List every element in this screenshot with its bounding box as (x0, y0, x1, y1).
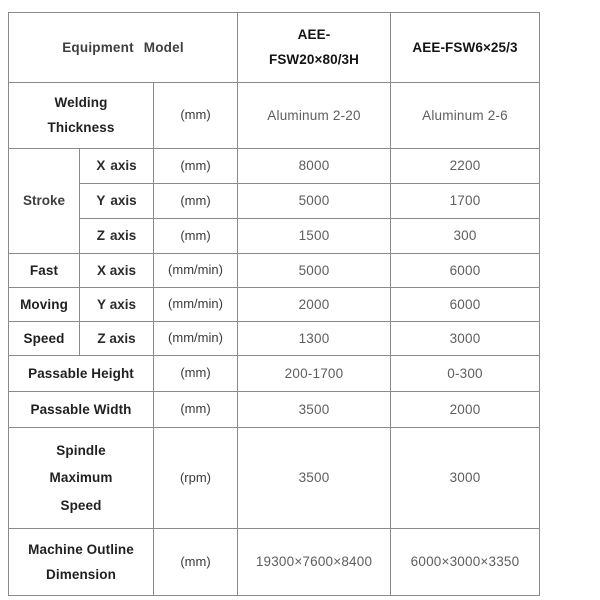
cell-stroke-x-model1: 8000 (238, 149, 391, 184)
table-row (9, 356, 540, 392)
stroke-y-letter: Y (96, 193, 106, 209)
row-label-welding-thickness (9, 83, 154, 149)
cell-fast-y-model2: 6000 (391, 288, 540, 322)
equipment-specification-table (8, 12, 540, 596)
table-row (9, 254, 540, 288)
cell-passable-width-model1: 3500 (238, 392, 391, 428)
row-unit-stroke-z-axis: (mm) (154, 219, 238, 254)
row-group-label-stroke: Stroke (9, 149, 80, 254)
welding-thickness-line2: Thickness (47, 120, 115, 135)
row-unit-passable-width: (mm) (154, 392, 238, 428)
row-label-passable-height: Passable Height (9, 356, 154, 392)
cell-fast-x-model2: 6000 (391, 254, 540, 288)
spindle-line3: Speed (60, 497, 102, 513)
cell-fast-z-model2: 3000 (391, 322, 540, 356)
spindle-line1: Spindle (56, 442, 106, 458)
cell-machine-outline-model1: 19300×7600×8400 (238, 529, 391, 596)
machine-outline-line2: Dimension (46, 566, 116, 582)
stroke-z-letter: Z (96, 228, 105, 244)
header-model-label: Model (143, 39, 184, 55)
row-group-label-speed: Speed (9, 322, 80, 356)
header-equipment-label: Equipment (62, 39, 134, 55)
cell-stroke-y-model2: 1700 (391, 184, 540, 219)
cell-spindle-model2: 3000 (391, 428, 540, 529)
spindle-line2: Maximum (49, 470, 113, 486)
table-row (9, 322, 540, 356)
header-equipment-model (9, 13, 238, 83)
table-row (9, 288, 540, 322)
row-label-fast-y-axis (80, 288, 154, 322)
table-row (9, 184, 540, 219)
cell-passable-width-model2: 2000 (391, 392, 540, 428)
cell-fast-z-model1: 1300 (238, 322, 391, 356)
stroke-z-word: axis (109, 228, 137, 244)
cell-stroke-z-model2: 300 (391, 219, 540, 254)
row-group-label-moving: Moving (9, 288, 80, 322)
row-label-fast-z-axis (80, 322, 154, 356)
welding-thickness-line1: Welding (54, 95, 108, 111)
fast-x-word: axis (109, 262, 137, 278)
fast-x-letter: X (96, 262, 106, 278)
row-label-fast-x-axis (80, 254, 154, 288)
cell-fast-y-model1: 2000 (238, 288, 391, 322)
table-row (9, 392, 540, 428)
header-model-1-line2: FSW20×80/3H (268, 52, 360, 67)
row-unit-fast-y-axis: (mm/min) (154, 288, 238, 322)
row-unit-spindle-maximum-speed: (rpm) (154, 428, 238, 529)
row-unit-stroke-y-axis: (mm) (154, 184, 238, 219)
fast-z-letter: Z (97, 330, 106, 346)
cell-stroke-y-model1: 5000 (238, 184, 391, 219)
row-group-label-fast: Fast (9, 254, 80, 288)
cell-passable-height-model1: 200-1700 (238, 356, 391, 392)
stroke-y-word: axis (110, 193, 137, 209)
row-label-spindle-maximum-speed (9, 428, 154, 529)
fast-y-letter: Y (96, 296, 106, 312)
stroke-x-letter: X (96, 158, 106, 174)
row-label-stroke-y-axis (80, 184, 154, 219)
cell-spindle-model1: 3500 (238, 428, 391, 529)
fast-z-word: axis (109, 330, 136, 346)
cell-fast-x-model1: 5000 (238, 254, 391, 288)
row-unit-welding-thickness: (mm) (154, 83, 238, 149)
row-label-stroke-x-axis (80, 149, 154, 184)
row-unit-stroke-x-axis: (mm) (154, 149, 238, 184)
table-row (9, 83, 540, 149)
cell-stroke-z-model1: 1500 (238, 219, 391, 254)
cell-welding-thickness-model2: Aluminum 2-6 (391, 83, 540, 149)
fast-y-word: axis (109, 296, 137, 312)
row-unit-machine-outline-dimension: (mm) (154, 529, 238, 596)
row-label-machine-outline-dimension (9, 529, 154, 596)
row-unit-fast-z-axis: (mm/min) (154, 322, 238, 356)
table-row (9, 149, 540, 184)
table-row (9, 219, 540, 254)
header-model-1 (238, 13, 391, 83)
row-unit-passable-height: (mm) (154, 356, 238, 392)
cell-passable-height-model2: 0-300 (391, 356, 540, 392)
table-row (9, 529, 540, 596)
machine-outline-line1: Machine Outline (28, 541, 134, 557)
header-model-2: AEE-FSW6×25/3 (391, 13, 540, 83)
table-header-row (9, 13, 540, 83)
stroke-x-word: axis (110, 158, 137, 174)
row-unit-fast-x-axis: (mm/min) (154, 254, 238, 288)
cell-welding-thickness-model1: Aluminum 2-20 (238, 83, 391, 149)
cell-machine-outline-model2: 6000×3000×3350 (391, 529, 540, 596)
header-model-1-line1: AEE- (297, 27, 331, 43)
row-label-passable-width: Passable Width (9, 392, 154, 428)
cell-stroke-x-model2: 2200 (391, 149, 540, 184)
table-row (9, 428, 540, 529)
row-label-stroke-z-axis (80, 219, 154, 254)
